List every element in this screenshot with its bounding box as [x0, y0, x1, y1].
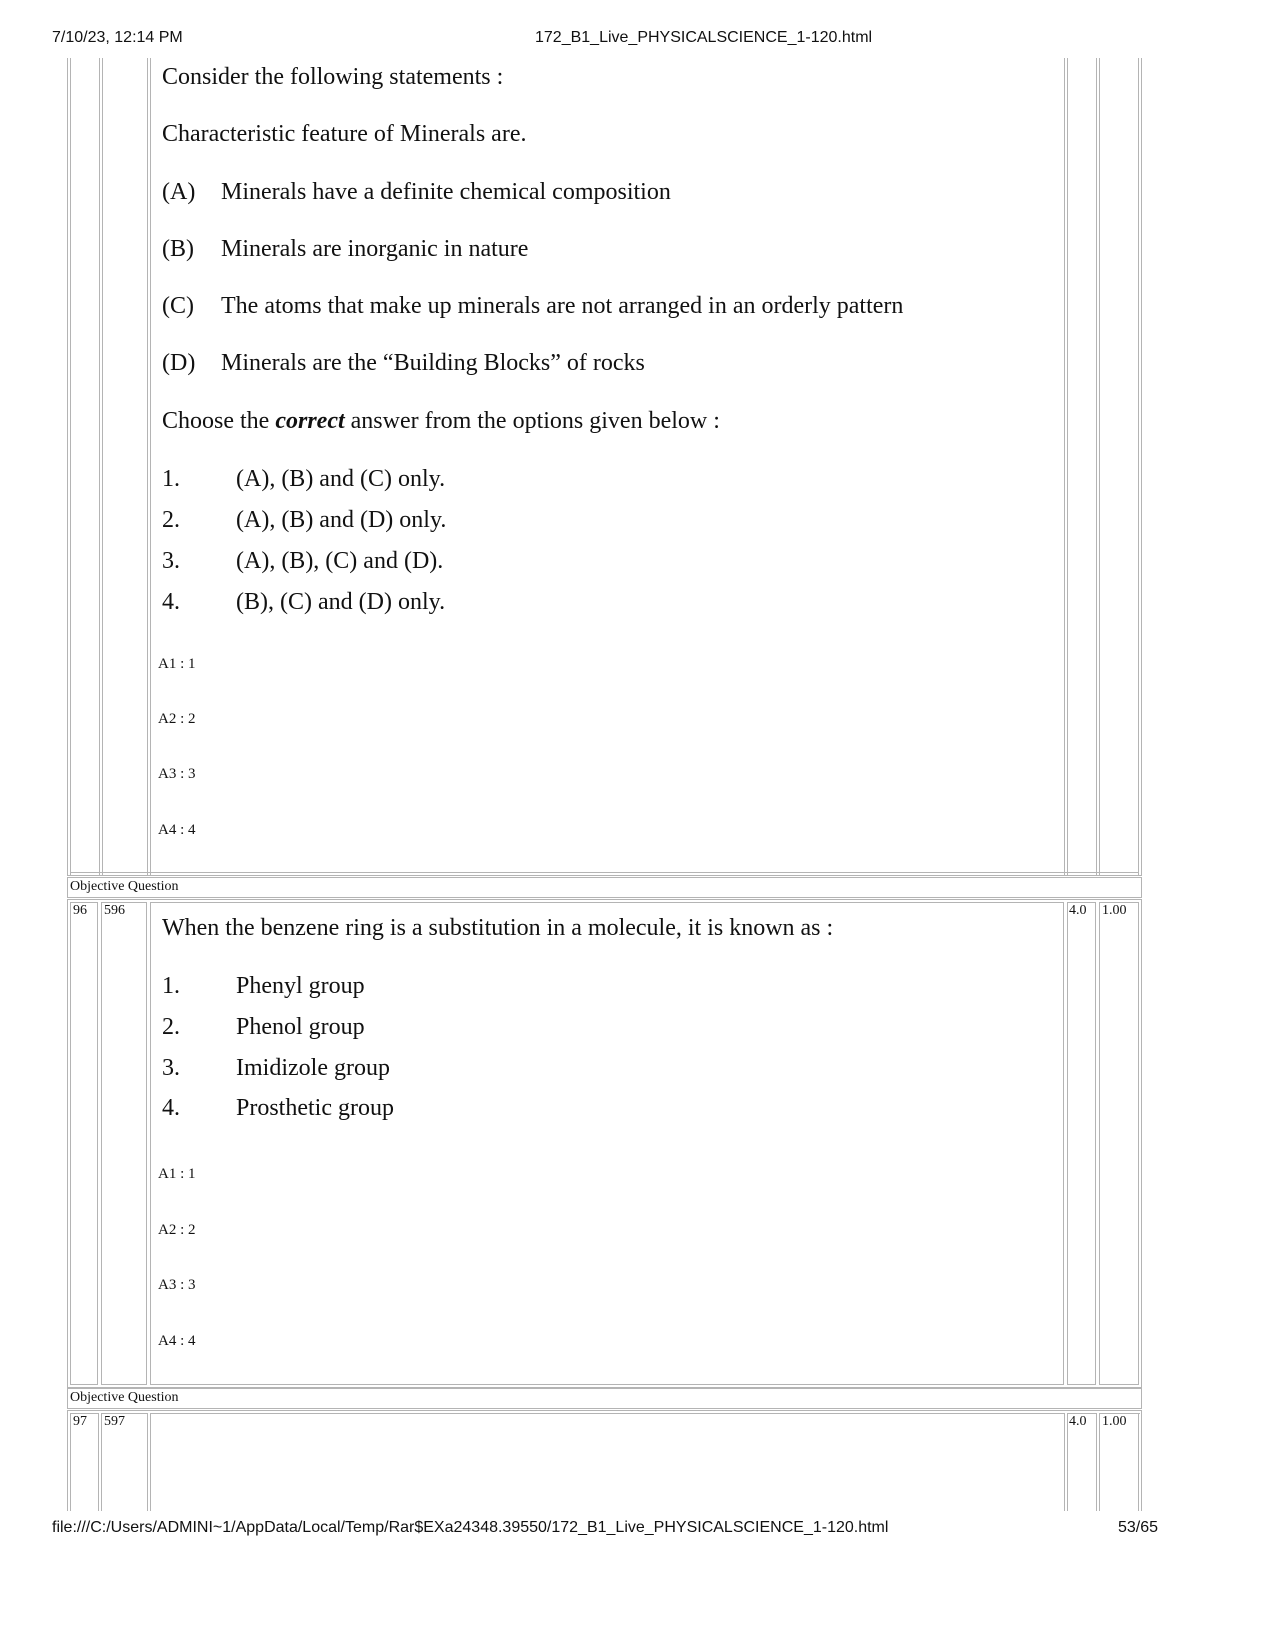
- option-number: 1.: [162, 973, 180, 999]
- question-type-row: [67, 877, 1142, 898]
- question-intro: Consider the following statements :: [162, 64, 504, 90]
- option-number: 4.: [162, 589, 180, 615]
- marks: 4.0: [1069, 1414, 1087, 1429]
- negative-marks: 1.00: [1102, 903, 1127, 918]
- question-id: 596: [104, 903, 125, 918]
- option-number: 4.: [162, 1095, 180, 1121]
- question-id: 597: [104, 1414, 125, 1429]
- answer-key: A2 : 2: [158, 1222, 196, 1238]
- answer-key: A1 : 1: [158, 1166, 196, 1182]
- answer-key: A1 : 1: [158, 656, 196, 672]
- option-text: Imidizole group: [236, 1055, 390, 1081]
- statement-label: (B): [162, 236, 194, 262]
- option-number: 3.: [162, 548, 180, 574]
- negative-marks: 1.00: [1102, 1414, 1127, 1429]
- option-text: (B), (C) and (D) only.: [236, 589, 446, 615]
- option-number: 2.: [162, 507, 180, 533]
- statement-text: Minerals are inorganic in nature: [221, 236, 529, 262]
- answer-key: A3 : 3: [158, 766, 196, 782]
- option-text: Phenol group: [236, 1014, 365, 1040]
- option-text: Phenyl group: [236, 973, 365, 999]
- answer-key: A4 : 4: [158, 822, 196, 838]
- statement-text: Minerals are the “Building Blocks” of rocks: [221, 350, 645, 376]
- option-text: (A), (B) and (D) only.: [236, 507, 447, 533]
- question-text: When the benzene ring is a substitution in a molecule, it is known as :: [162, 915, 834, 941]
- statement-label: (C): [162, 293, 194, 319]
- option-text: (A), (B) and (C) only.: [236, 466, 446, 492]
- answer-key: A4 : 4: [158, 1333, 196, 1349]
- question-type-label: Objective Question: [70, 1390, 179, 1405]
- option-number: 2.: [162, 1014, 180, 1040]
- print-doc-title: 172_B1_Live_PHYSICALSCIENCE_1-120.html: [535, 29, 873, 46]
- question-subtitle: Characteristic feature of Minerals are.: [162, 121, 527, 147]
- print-datetime: 7/10/23, 12:14 PM: [52, 29, 183, 46]
- statement-text: Minerals have a definite chemical composition: [221, 179, 671, 205]
- choose-instruction: Choose the correct answer from the options given below :: [162, 408, 720, 434]
- statement-label: (A): [162, 179, 196, 205]
- option-number: 1.: [162, 466, 180, 492]
- option-text: Prosthetic group: [236, 1095, 394, 1121]
- question-type-label: Objective Question: [70, 879, 179, 894]
- question-type-row: [67, 1388, 1142, 1409]
- option-text: (A), (B), (C) and (D).: [236, 548, 444, 574]
- page-number: 53/65: [1118, 1519, 1159, 1536]
- marks: 4.0: [1069, 903, 1087, 918]
- statement-label: (D): [162, 350, 196, 376]
- serial-number: 96: [73, 903, 87, 918]
- serial-number: 97: [73, 1414, 87, 1429]
- print-file-path: file:///C:/Users/ADMINI~1/AppData/Local/Temp/Rar$EXa24348.39550/172_B1_Live_PHYSICALSCIENCE_1-120.html: [52, 1519, 889, 1536]
- answer-key: A2 : 2: [158, 711, 196, 727]
- option-number: 3.: [162, 1055, 180, 1081]
- statement-text: The atoms that make up minerals are not arranged in an orderly pattern: [221, 293, 904, 319]
- answer-key: A3 : 3: [158, 1277, 196, 1293]
